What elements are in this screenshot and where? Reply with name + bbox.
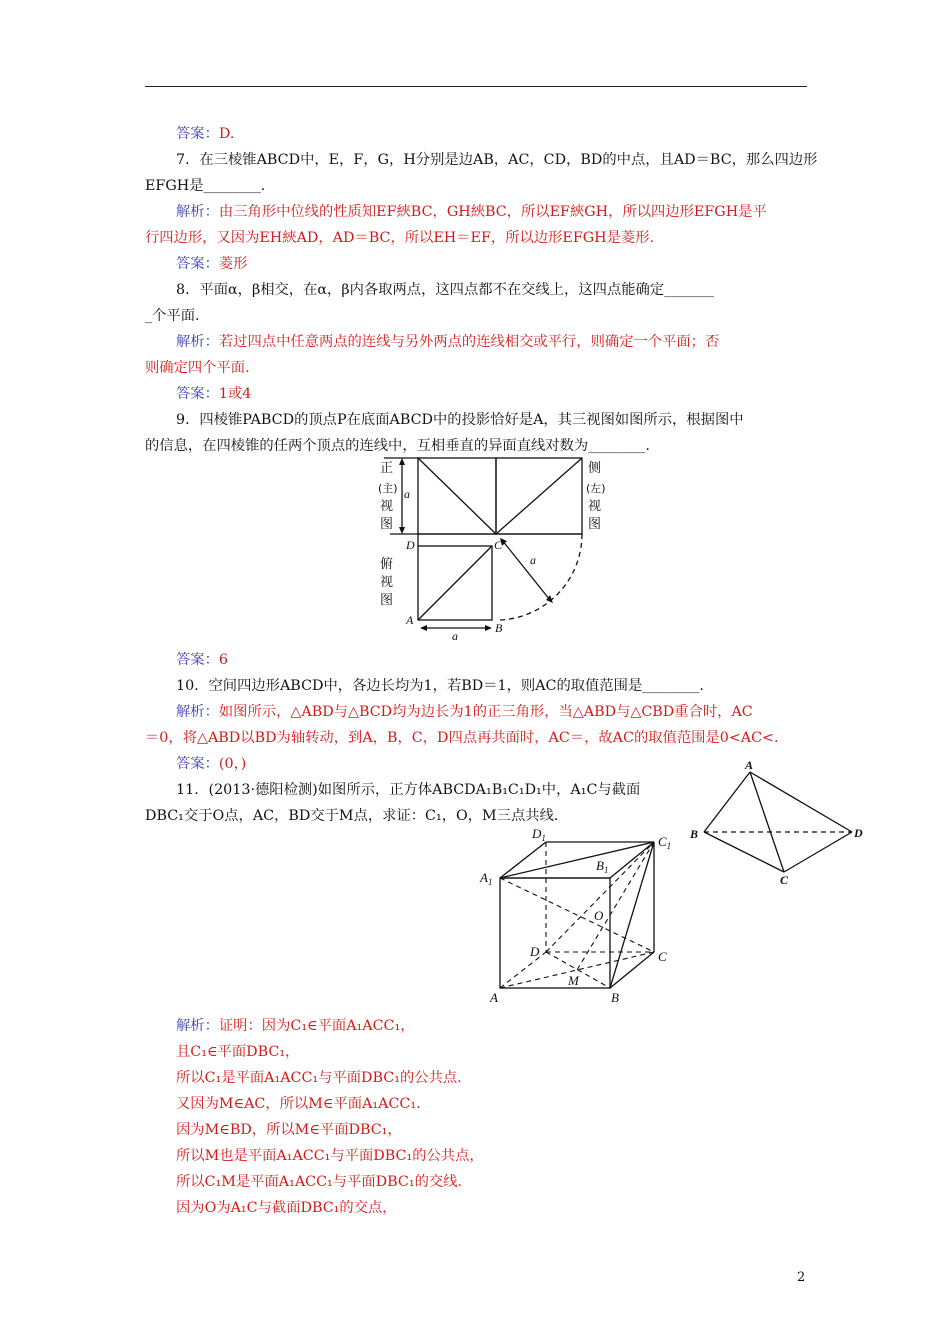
answer-label: 解析： [176, 1018, 219, 1034]
cube-O-label: O [594, 908, 604, 923]
answer-label: 答案： [176, 126, 219, 142]
text-line-sol11e [176, 1120, 402, 1140]
text-segment: 6 [218, 652, 228, 668]
top-view-label-3: 图 [380, 593, 394, 608]
answer-label: 答案： [176, 756, 219, 772]
text-line-ans8 [176, 384, 251, 404]
text-segment: 行四边形，又因为EH綊AD，AD＝BC，所以EH＝EF，所以边形EFGH是菱形. [145, 230, 655, 246]
tetra-D-label: D [854, 826, 863, 840]
tetrahedron-figure [688, 760, 868, 885]
text-line-q11b [145, 806, 558, 826]
tetra-B-label: B [690, 827, 699, 841]
text-line-sol10a [176, 702, 753, 722]
tetra-C-label: C [780, 873, 789, 887]
top-view-label-1: 俯 [380, 557, 394, 572]
text-segment: 所以C₁M是平面A₁ACC₁与平面DBC₁的交线. [176, 1174, 463, 1190]
text-segment: 8．平面α，β相交，在α，β内各取两点，这四点都不在交线上，这四点能确定_______ [176, 282, 715, 298]
text-line-ans9 [176, 650, 228, 670]
text-segment: 的信息，在四棱锥的任两个顶点的连线中，互相垂直的异面直线对数为________. [145, 438, 650, 454]
text-segment: 因为O为A₁C与截面DBC₁的交点， [176, 1200, 397, 1216]
text-segment: 且C₁∈平面DBC₁， [176, 1044, 300, 1060]
text-line-sol10b [145, 728, 779, 748]
cube-A-label: A [490, 990, 498, 1005]
text-line-sol11g [176, 1172, 462, 1192]
front-view-label-4: 图 [380, 517, 394, 532]
text-segment: DBC₁交于O点，AC，BD交于M点，求证：C₁，O，M三点共线. [145, 808, 559, 824]
text-line-sol11f [176, 1146, 484, 1166]
text-line-sol11d [176, 1094, 421, 1114]
text-line-sol7b [145, 228, 654, 248]
cube-figure [478, 824, 678, 1006]
dim-a-front: a [404, 487, 410, 501]
text-line-q7b [145, 176, 265, 196]
point-C-label: C [494, 538, 503, 552]
page-number: 2 [797, 1270, 806, 1285]
front-view-label-1: 正 [380, 461, 394, 476]
text-line-ans10 [176, 754, 246, 774]
text-segment: 由三角形中位线的性质知EF綊BC，GH綊BC，所以EF綊GH，所以四边形EFGH是平 [218, 204, 767, 220]
text-segment: 如图所示，△ABD与△BCD均为边长为1的正三角形，当△ABD与△CBD重合时，AC [218, 704, 753, 720]
text-segment: EFGH是________. [145, 178, 266, 194]
text-line-q8b [145, 306, 200, 326]
text-segment: _个平面. [145, 308, 200, 324]
text-segment: 则确定四个平面. [145, 360, 250, 376]
three-view-figure [370, 452, 610, 642]
text-segment: 9．四棱锥PABCD的顶点P在底面ABCD中的投影恰好是A，其三视图如图所示，根据图中 [176, 412, 744, 428]
tetra-A-label: A [745, 758, 754, 772]
text-segment: 1或4 [218, 386, 252, 402]
answer-label: 解析： [176, 334, 219, 350]
text-line-sol11a [176, 1016, 415, 1036]
text-line-q10 [176, 676, 704, 696]
text-line-q7a [176, 150, 817, 170]
side-view-label-1: 侧 [588, 461, 602, 476]
text-line-ans7 [176, 254, 247, 274]
cube-C1-label: $C_1$ [658, 834, 672, 851]
cube-C-label: C [658, 949, 667, 964]
cube-D-label: D [530, 944, 540, 959]
text-segment: 7．在三棱锥ABCD中，E，F，G，H分别是边AB，AC，CD，BD的中点，且AD＝BC，那么四边形 [176, 152, 818, 168]
text-line-sol7a [176, 202, 767, 222]
answer-label: 答案： [176, 386, 219, 402]
text-line-q9a [176, 410, 744, 430]
text-line-sol11b [176, 1042, 299, 1062]
front-view-label-2: (主) [378, 482, 398, 495]
header-rule [145, 86, 807, 87]
side-view-label-4: 图 [588, 517, 602, 532]
text-line-sol11h [176, 1198, 397, 1218]
answer-label: 答案： [176, 256, 219, 272]
text-segment: 11．(2013·德阳检测)如图所示，正方体ABCDA₁B₁C₁D₁中，A₁C与截面 [176, 782, 641, 798]
text-line-sol8a [176, 332, 719, 352]
text-segment: 10．空间四边形ABCD中，各边长均为1，若BD＝1，则AC的取值范围是________. [176, 678, 704, 694]
text-segment: D. [218, 126, 235, 142]
cube-B1-label: $B_1$ [596, 858, 609, 875]
point-A-label: A [406, 613, 414, 627]
text-segment: 菱形 [218, 256, 248, 272]
text-segment: 因为M∈BD，所以M∈平面DBC₁， [176, 1122, 402, 1138]
cube-D1-label: $D_1$ [532, 826, 546, 843]
side-view-label-3: 视 [588, 499, 602, 514]
text-line-sol8b [145, 358, 250, 378]
point-B-label: B [495, 621, 503, 635]
text-line-ans6 [176, 124, 234, 144]
point-D-label: D [406, 538, 415, 552]
text-segment: (0，) [218, 756, 247, 772]
front-view-label-3: 视 [380, 499, 394, 514]
text-line-sol11c [176, 1068, 462, 1088]
text-segment: 证明：因为C₁∈平面A₁ACC₁， [218, 1018, 415, 1034]
text-segment: 所以C₁是平面A₁ACC₁与平面DBC₁的公共点. [176, 1070, 462, 1086]
text-segment: 若过四点中任意两点的连线与另外两点的连线相交或平行，则确定一个平面；否 [218, 334, 720, 350]
cube-A1-label: $A_1$ [480, 870, 493, 887]
dim-a-diagonal: a [530, 553, 536, 567]
side-view-label-2: (左) [586, 482, 606, 495]
answer-label: 解析： [176, 704, 219, 720]
text-segment: 又因为M∈AC，所以M∈平面A₁ACC₁. [176, 1096, 421, 1112]
cube-B-label: B [611, 990, 619, 1005]
text-line-q8a [176, 280, 714, 300]
answer-label: 解析： [176, 204, 219, 220]
text-line-q11a [176, 780, 640, 800]
cube-M-label: M [568, 973, 579, 988]
text-segment: ＝0，将△ABD以BD为轴转动，到A，B，C，D四点再共面时，AC＝，故AC的取值范围是0<AC<. [145, 730, 779, 746]
dim-a-bottom: a [452, 629, 458, 643]
text-segment: 所以M也是平面A₁ACC₁与平面DBC₁的公共点， [176, 1148, 484, 1164]
answer-label: 答案： [176, 652, 219, 668]
top-view-label-2: 视 [380, 575, 394, 590]
